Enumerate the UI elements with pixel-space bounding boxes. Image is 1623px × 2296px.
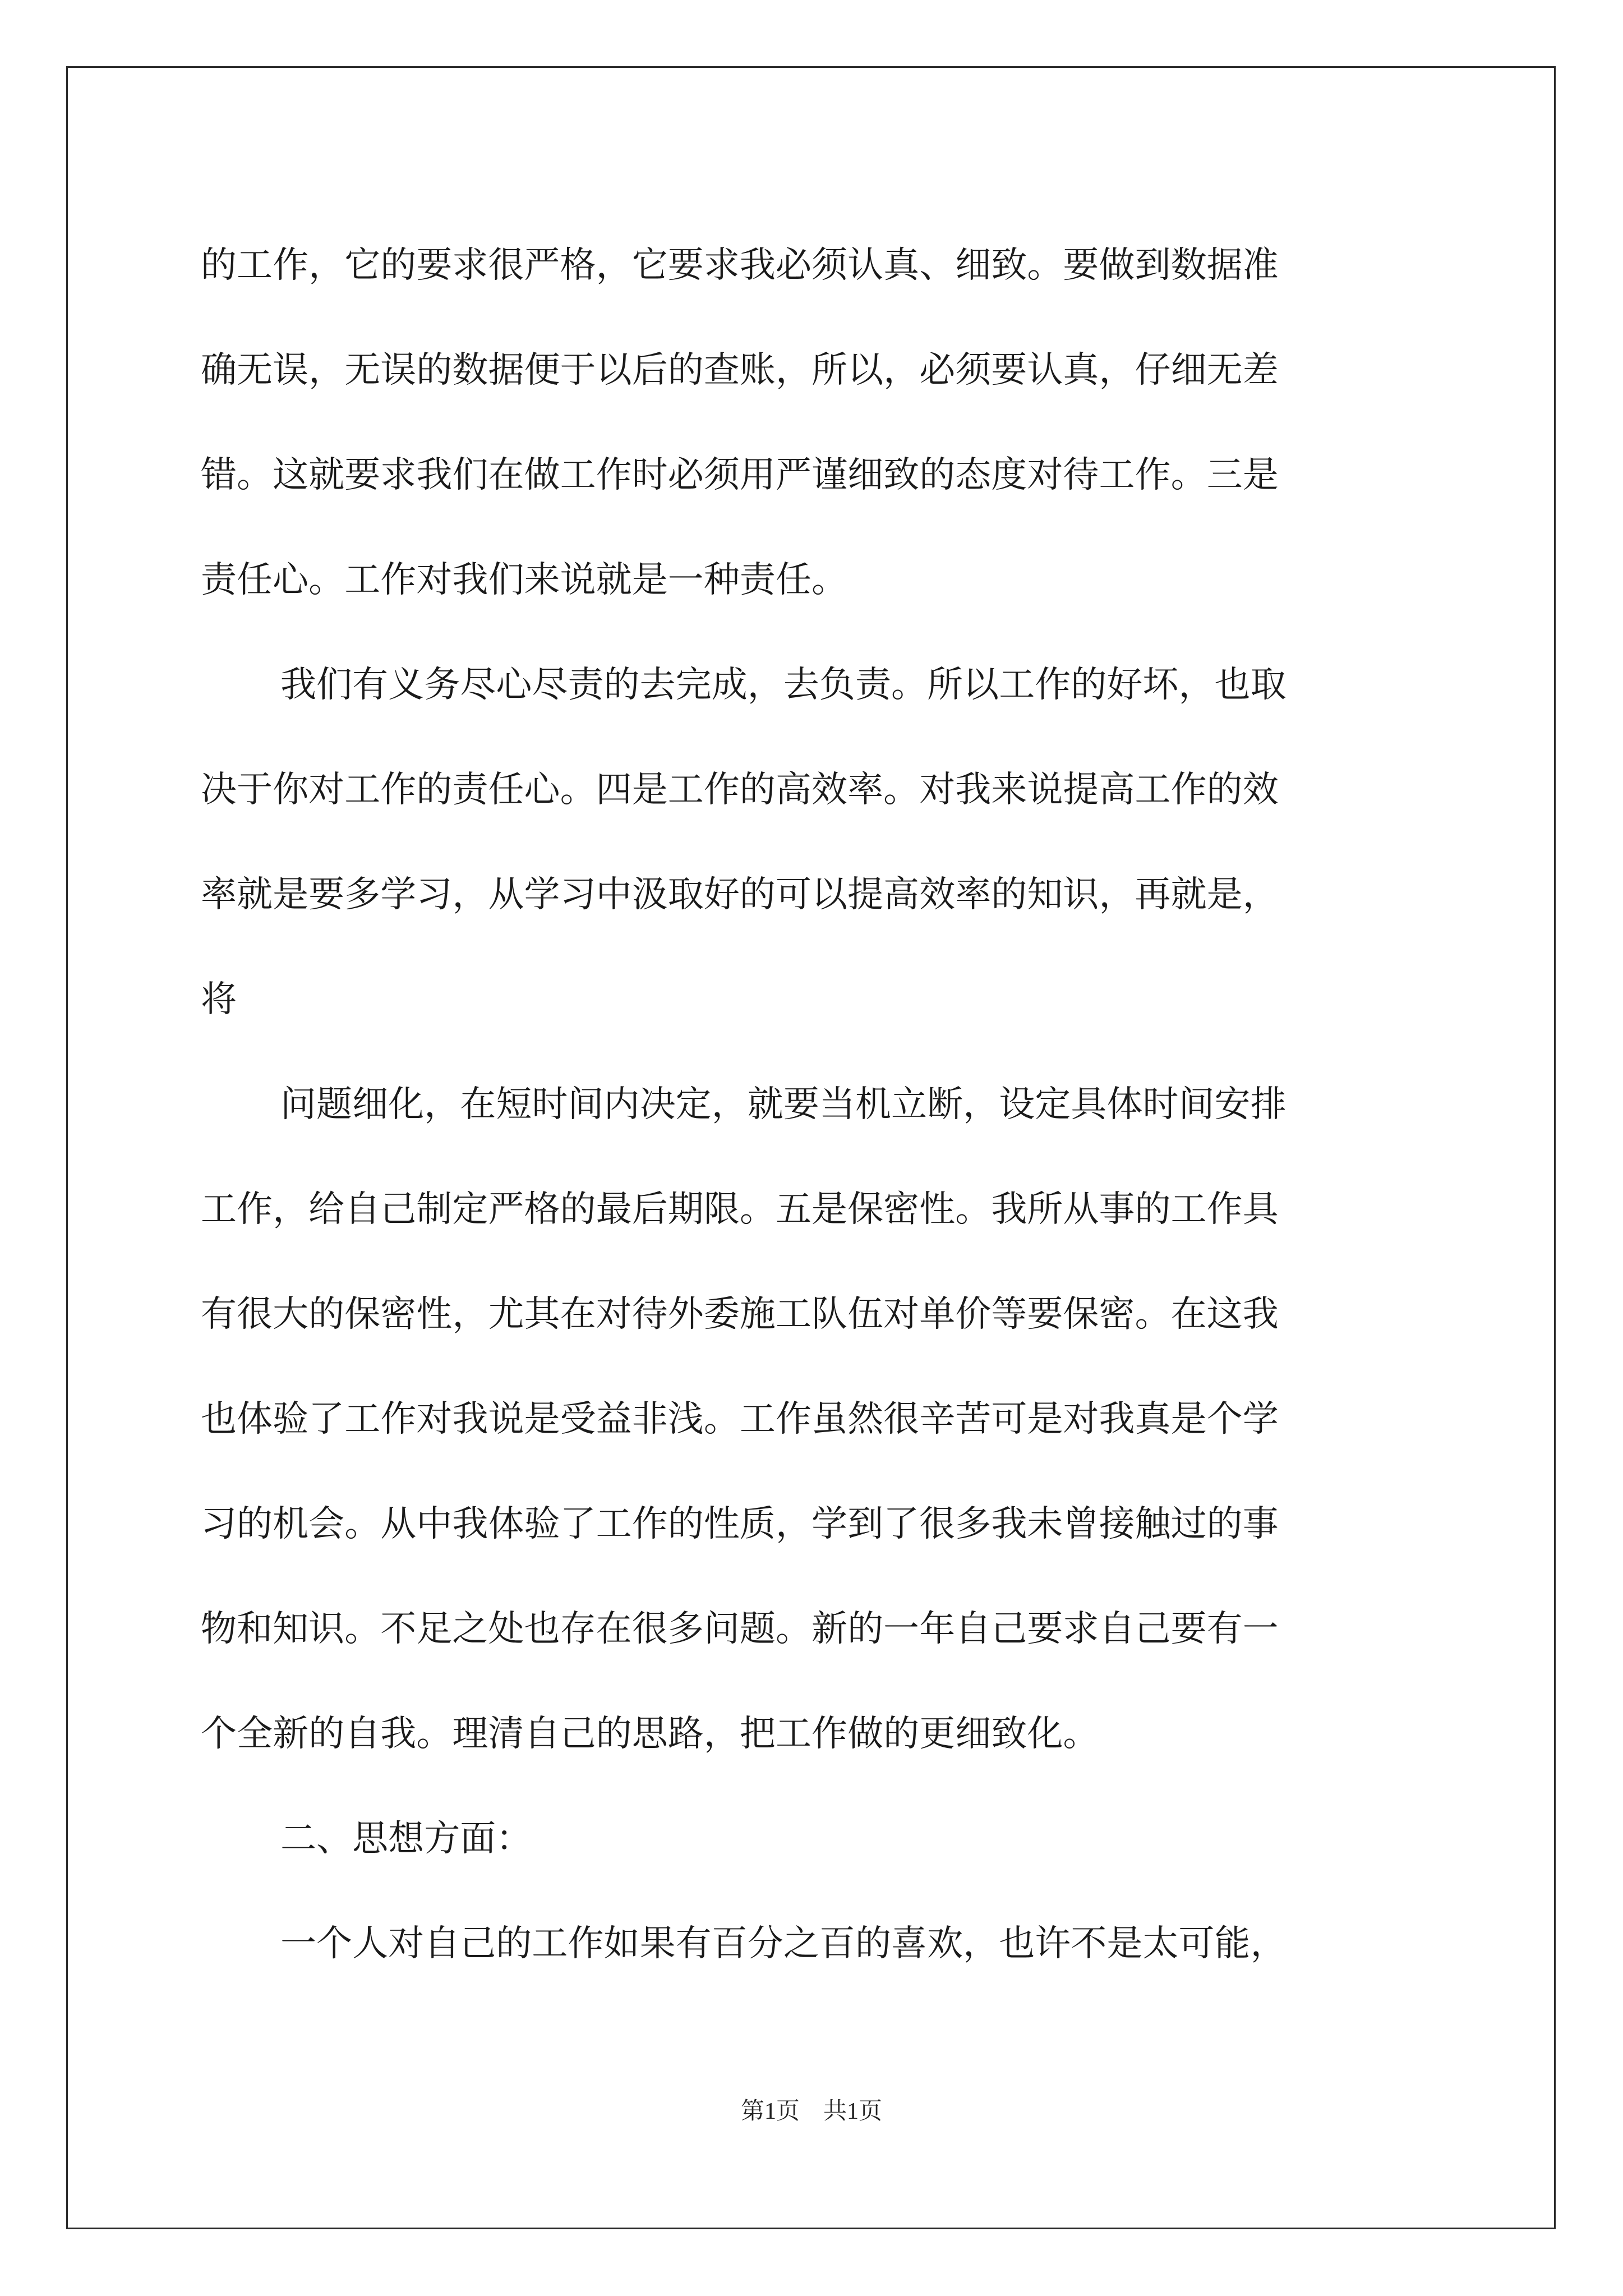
- text-line: 的工作，它的要求很严格，它要求我必须认真、细致。要做到数据准: [201, 245, 1279, 286]
- paragraph: [201, 1787, 1435, 1892]
- paragraph: [201, 1892, 1435, 1996]
- text-line: 问题细化，在短时间内决定，就要当机立断，设定具体时间安排: [280, 1084, 1287, 1125]
- text-line: 一个人对自己的工作如果有百分之百的喜欢，也许不是太可能，: [280, 1923, 1287, 1964]
- paragraph: [201, 213, 1435, 633]
- text-line: 确无误，无误的数据便于以后的查账，所以，必须要认真，仔细无差: [201, 349, 1279, 391]
- text-line: 工作，给自己制定严格的最后期限。五是保密性。我所从事的工作具: [201, 1189, 1279, 1230]
- page-footer: [0, 2092, 1623, 2126]
- text-line: 决于你对工作的责任心。四是工作的高效率。对我来说提高工作的效: [201, 769, 1279, 811]
- paragraph: [201, 633, 1435, 1052]
- text-line: 也体验了工作对我说是受益非浅。工作虽然很辛苦可是对我真是个学: [201, 1398, 1279, 1440]
- text-line: 习的机会。从中我体验了工作的性质，学到了很多我未曾接触过的事: [201, 1503, 1279, 1545]
- paragraph: [201, 1052, 1435, 1787]
- text-line: 我们有义务尽心尽责的去完成，去负责。所以工作的好坏，也取: [280, 664, 1287, 706]
- text-line: 责任心。工作对我们来说就是一种责任。: [201, 559, 848, 601]
- text-line: 有很大的保密性，尤其在对待外委施工队伍对单价等要保密。在这我: [201, 1294, 1279, 1335]
- text-line: 率就是要多学习，从学习中汲取好的可以提高效率的知识，再就是，: [201, 874, 1279, 915]
- text-line: 物和知识。不足之处也存在很多问题。新的一年自己要求自己要有一: [201, 1608, 1279, 1650]
- text-line: 错。这就要求我们在做工作时必须用严谨细致的态度对待工作。三是: [201, 454, 1279, 496]
- page-number: 第1页 共1页: [740, 2099, 882, 2124]
- document-body: [201, 213, 1435, 1996]
- text-line: 个全新的自我。理清自己的思路，把工作做的更细致化。: [201, 1713, 1099, 1755]
- text-line: 二、思想方面：: [280, 1818, 532, 1860]
- text-line: 将: [201, 979, 237, 1020]
